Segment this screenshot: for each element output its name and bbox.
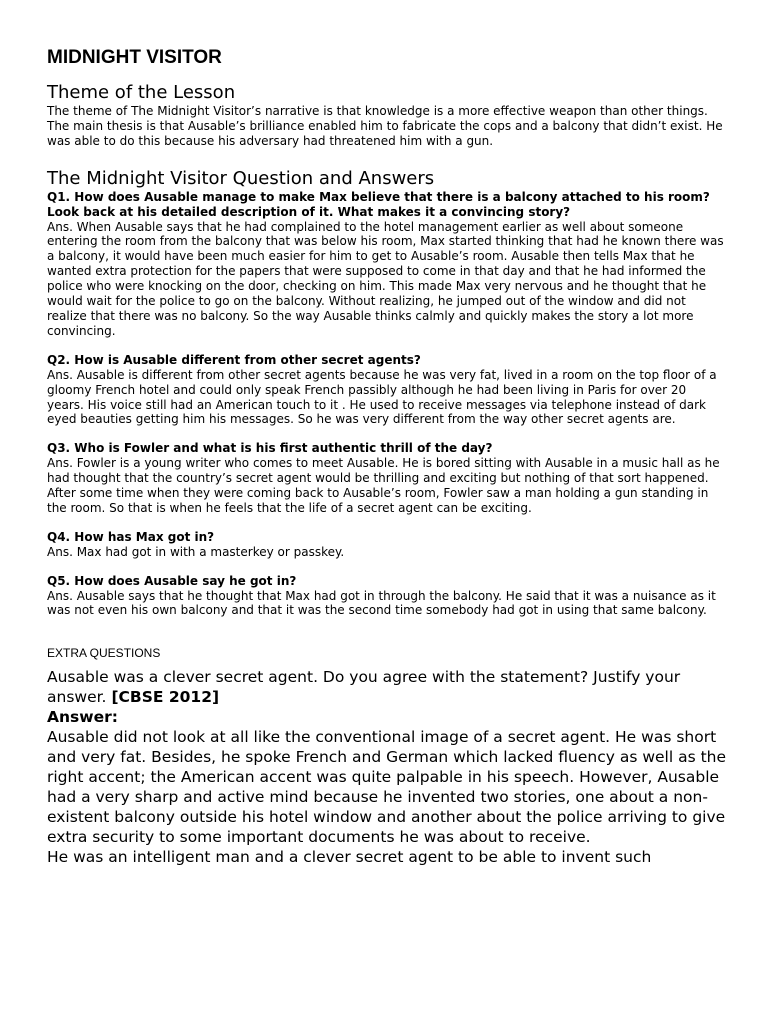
- answer-label: Answer:: [47, 708, 118, 727]
- qa-item-5: [47, 574, 768, 619]
- answer-text: Ans. Fowler is a young writer who comes to meet Ausable. He is bored sitting with Ausable in a music hall as he had thought that the country’s secret agent would be thrilling and exciting but nothing of that sort happened. After some time when they were coming back to Ausable’s room, Fowler saw a man holding a gun standing in the room. So that is when he feels that the life of a secret agent can be exciting.: [47, 456, 720, 515]
- exam-source: [CBSE 2012]: [111, 688, 220, 707]
- extra-question: [47, 668, 727, 708]
- question-text: Q3. Who is Fowler and what is his first authentic thrill of the day?: [47, 441, 493, 456]
- answer-text: Ans. Ausable is different from other secret agents because he was very fat, lived in a room on the top floor of a gloomy French hotel and could only speak French passibly although he had been living in Paris for over 20 years. His voice still had an American touch to it . He used to receive messages via telephone instead of dark eyed beauties getting him his messages. So he was very different from the way other secret agents are.: [47, 367, 717, 427]
- extra-questions-heading: EXTRA QUESTIONS: [47, 646, 161, 661]
- answer-text: Ans. When Ausable says that he had complained to the hotel management earlier as well about someone entering the room from the balcony that was below his room, Max started thinking that had he known there was a balcony, it would have been much easier for him to get to Ausable’s room. Ausable then tells Max that he wanted extra protection for the papers that were supposed to come in that day and that he had informed the police who were knocking on the door, checking on him. This made Max very nervous and he thought that he would wait for the police to go on the balcony. Without realizing, he jumped out of the window and did not realize that there was no balcony. So the way Ausable thinks calmly and quickly makes the story a lot more convincing.: [47, 219, 724, 338]
- extra-question-text: Ausable was a clever secret agent. Do you agree with the statement? Justify your answer.: [47, 668, 681, 707]
- answer-text: Ans. Ausable says that he thought that Max had got in through the balcony. He said that it was a nuisance as it was not even his own balcony and that it was the second time somebody had got in using that same balcony.: [47, 588, 716, 618]
- theme-heading: Theme of the Lesson: [47, 82, 236, 103]
- extra-question-block: [47, 668, 768, 867]
- question-text: Q2. How is Ausable different from other secret agents?: [47, 352, 421, 367]
- question-text: Q5. How does Ausable say he got in?: [47, 573, 297, 588]
- qa-item-4: [47, 530, 768, 560]
- qa-heading: The Midnight Visitor Question and Answers: [47, 167, 435, 189]
- document-title: MIDNIGHT VISITOR: [47, 47, 222, 68]
- qa-item-1: [47, 190, 768, 339]
- extra-answer-paragraph-2: He was an intelligent man and a clever secret agent to be able to invent such: [47, 847, 652, 866]
- extra-answer-paragraph-1: Ausable did not look at all like the conventional image of a secret agent. He was short and very fat. Besides, he spoke French and German which lacked fluency as well as the right accent; the American accent was quite palpable in his speech. However, Ausable had a very sharp and active mind because he invented two stories, one about a non-existent balcony outside his hotel window and another about the police arriving to give extra security to some important documents he was about to receive.: [47, 728, 727, 846]
- question-text: Q4. How has Max got in?: [47, 529, 215, 544]
- answer-text: Ans. Max had got in with a masterkey or passkey.: [47, 544, 345, 559]
- qa-item-3: [47, 441, 768, 516]
- question-text: Q1. How does Ausable manage to make Max believe that there is a balcony attached to his room? Look back at his detailed description of it. What makes it a convincing story?: [47, 189, 710, 219]
- theme-text: The theme of The Midnight Visitor’s narrative is that knowledge is a more effective weapon than other things. The main thesis is that Ausable’s brilliance enabled him to fabricate the cops and a balcony that didn’t exist. He was able to do this because his adversary had threatened him with a gun.: [47, 104, 723, 148]
- qa-item-2: [47, 353, 768, 428]
